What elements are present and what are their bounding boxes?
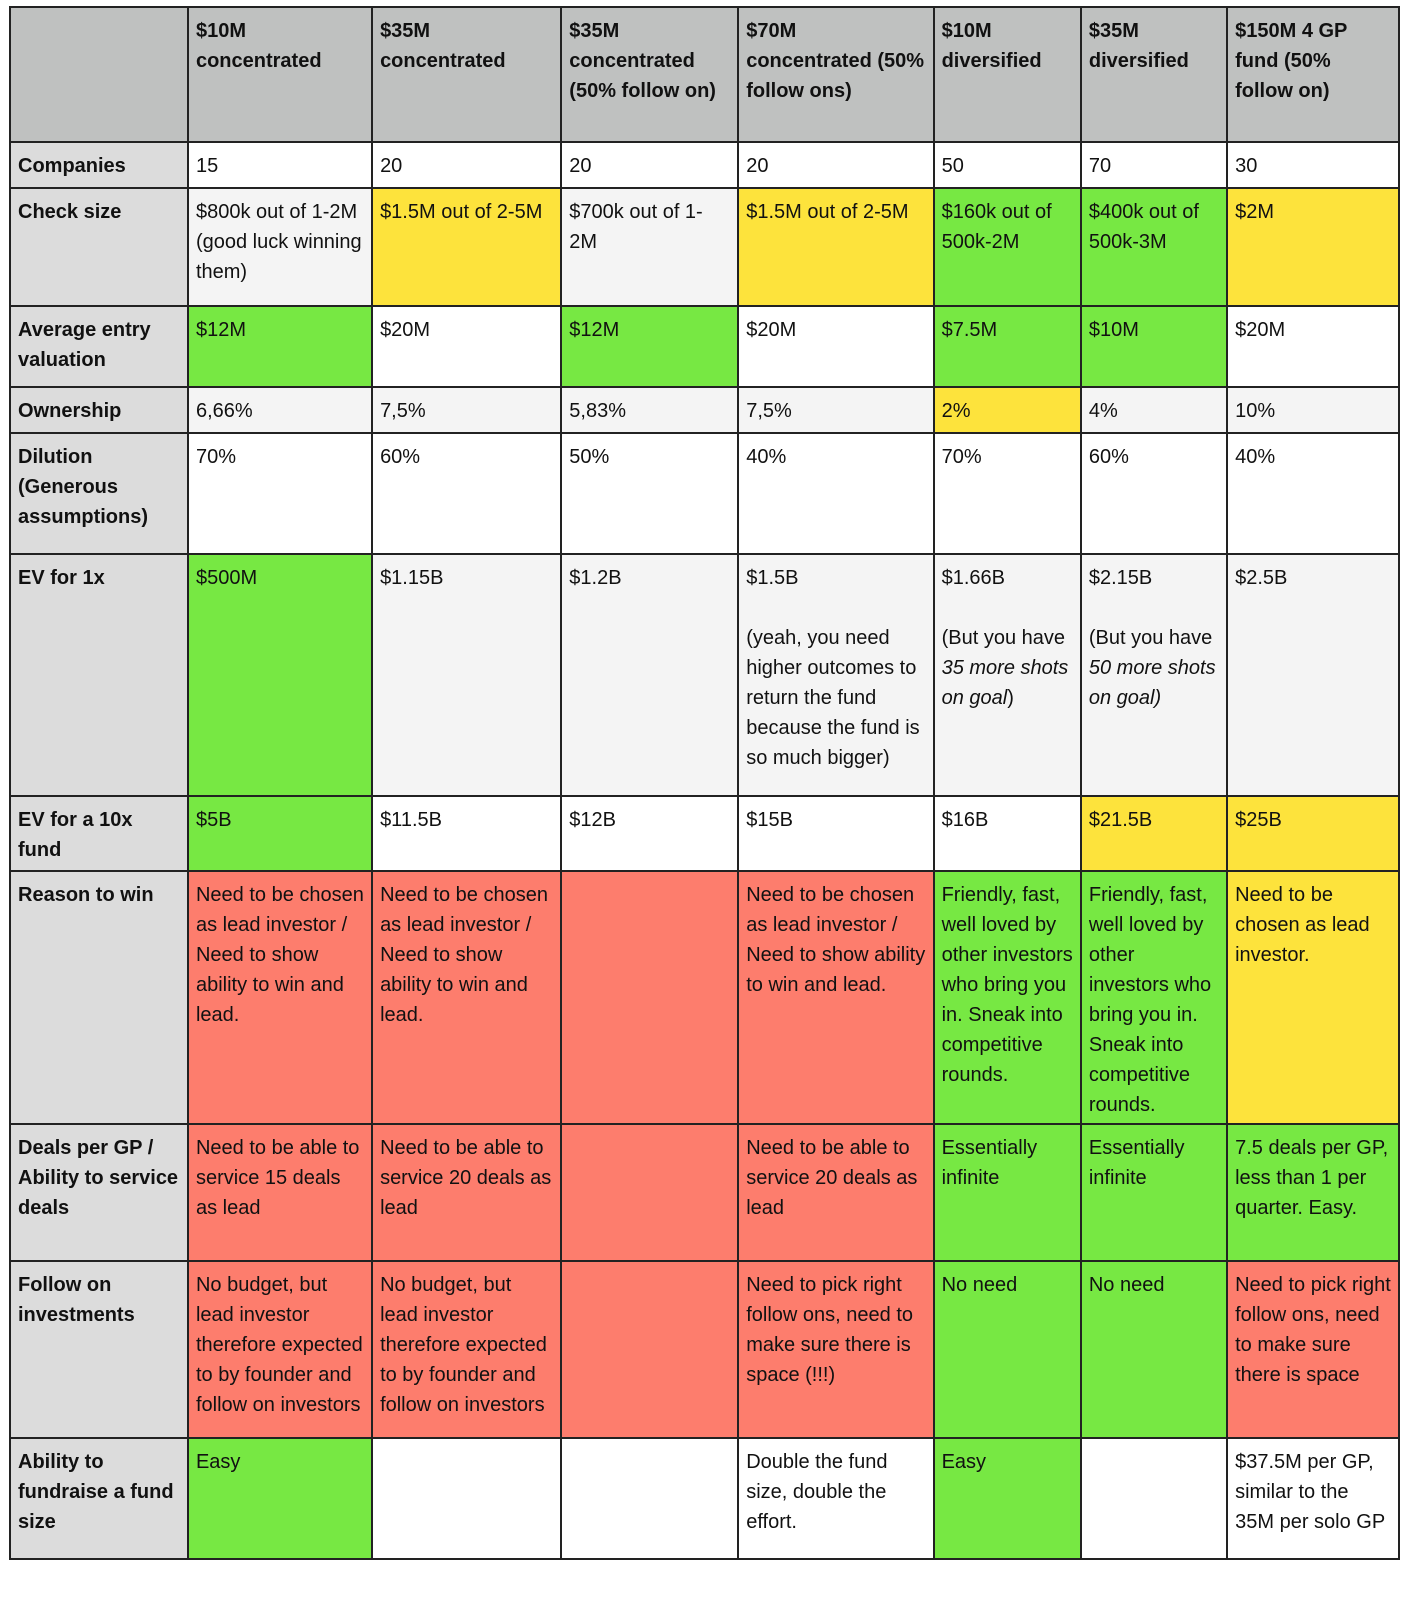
row-label: Dilution (Generous assumptions) — [10, 433, 188, 554]
cell-text — [1235, 442, 1391, 472]
table-cell — [372, 1261, 561, 1438]
cell-value: $2.5B — [1235, 567, 1288, 589]
table-row — [10, 387, 1399, 433]
cell-text — [196, 1133, 364, 1223]
table-cell — [1081, 1438, 1227, 1559]
cell-value: $21.5B — [1088, 809, 1153, 831]
cell-value: $37.5M per GP, similar to the 35M per solo GP — [1235, 1451, 1386, 1533]
cell-value: $1.66B (But you have — [941, 567, 1065, 649]
cell-value: 60% — [1088, 446, 1129, 468]
table-cell — [561, 554, 738, 796]
cell-value: $1.15B — [380, 567, 444, 589]
cell-text — [380, 563, 553, 593]
table-cell — [934, 306, 1081, 387]
cell-value: Need to be able to service 15 deals as lead — [195, 1137, 360, 1219]
table-cell — [561, 188, 738, 306]
table-row — [10, 306, 1399, 387]
table-cell — [188, 1124, 372, 1261]
cell-text — [196, 1447, 364, 1477]
cell-value: $12M — [195, 319, 246, 341]
table-cell — [188, 1261, 372, 1438]
cell-value: Need to be able to service 20 deals as lead — [746, 1137, 918, 1219]
table-cell — [372, 387, 561, 433]
cell-text — [1235, 1270, 1391, 1390]
table-cell — [1081, 871, 1227, 1124]
cell-text — [1235, 805, 1391, 835]
cell-text — [380, 396, 553, 426]
table-cell — [1227, 188, 1399, 306]
cell-text — [380, 151, 553, 181]
table-row — [10, 433, 1399, 554]
cell-text — [746, 315, 925, 345]
row-label: Follow on investments — [10, 1261, 188, 1438]
cell-text — [942, 563, 1073, 713]
table-cell — [738, 142, 933, 188]
cell-text — [569, 315, 730, 345]
table-cell — [738, 188, 933, 306]
table-cell — [738, 871, 933, 1124]
cell-emphasis: 50 more shots on goal) — [1088, 657, 1216, 709]
cell-value: Easy — [195, 1451, 241, 1473]
cell-value: Essentially infinite — [941, 1137, 1038, 1189]
column-header: $35M diversified — [1081, 7, 1227, 142]
table-cell — [372, 554, 561, 796]
table-cell — [1081, 306, 1227, 387]
cell-text — [569, 563, 730, 593]
table-cell — [738, 433, 933, 554]
table-cell — [561, 142, 738, 188]
cell-value: Need to be able to service 20 deals as lead — [380, 1137, 552, 1219]
cell-value: $10M — [1088, 319, 1139, 341]
cell-text — [1235, 396, 1391, 426]
cell-text — [942, 315, 1073, 345]
table-cell — [1227, 1124, 1399, 1261]
table-cell — [934, 796, 1081, 871]
table-row — [10, 1438, 1399, 1559]
cell-value: 7,5% — [746, 400, 792, 422]
table-cell — [1227, 387, 1399, 433]
cell-text — [196, 442, 364, 472]
cell-value: 7,5% — [380, 400, 426, 422]
column-header: $10M concentrated — [188, 7, 372, 142]
cell-value: 10% — [1235, 400, 1276, 422]
table-cell — [372, 871, 561, 1124]
table-cell — [934, 554, 1081, 796]
table-cell — [934, 433, 1081, 554]
table-cell — [934, 387, 1081, 433]
cell-suffix: ) — [1007, 687, 1014, 709]
row-label: Ability to fundraise a fund size — [10, 1438, 188, 1559]
row-label: EV for 1x — [10, 554, 188, 796]
cell-text — [1235, 1447, 1391, 1537]
cell-value: $1.2B — [569, 567, 622, 589]
cell-text — [1089, 151, 1219, 181]
cell-value: 40% — [746, 446, 787, 468]
cell-text — [746, 396, 925, 426]
table-cell — [372, 142, 561, 188]
table-cell — [1081, 1124, 1227, 1261]
row-label: Companies — [10, 142, 188, 188]
table-cell — [561, 387, 738, 433]
cell-value: $2.15B (But you have — [1088, 567, 1213, 649]
cell-text — [569, 442, 730, 472]
column-header: $35M concentrated (50% follow on) — [561, 7, 738, 142]
cell-value: 50% — [569, 446, 610, 468]
table-cell — [561, 433, 738, 554]
cell-value: 7.5 deals per GP, less than 1 per quarter. Easy. — [1235, 1137, 1389, 1219]
table-cell — [1081, 142, 1227, 188]
cell-text — [942, 396, 1073, 426]
cell-text — [1089, 197, 1219, 257]
cell-value: Need to be chosen as lead investor. — [1235, 884, 1370, 966]
cell-value: No budget, but lead investor therefore expected to by founder and follow on investors — [195, 1274, 363, 1416]
cell-value: $20M — [746, 319, 797, 341]
table-cell — [372, 188, 561, 306]
row-label: Ownership — [10, 387, 188, 433]
cell-value: 50 — [941, 155, 964, 177]
cell-value: Need to pick right follow ons, need to make sure there is space — [1235, 1274, 1391, 1386]
cell-text — [196, 563, 364, 593]
cell-text — [746, 1133, 925, 1223]
table-cell — [738, 1438, 933, 1559]
cell-text — [1235, 151, 1391, 181]
cell-text — [942, 880, 1073, 1090]
row-label: Average entry valuation — [10, 306, 188, 387]
table-cell — [188, 433, 372, 554]
cell-text — [746, 197, 925, 227]
table-cell — [1227, 433, 1399, 554]
cell-text — [1089, 805, 1219, 835]
cell-value: 30 — [1235, 155, 1258, 177]
table-cell — [1227, 1261, 1399, 1438]
cell-text — [1089, 880, 1219, 1120]
table-cell — [934, 188, 1081, 306]
cell-value: $700k out of 1-2M — [569, 201, 703, 253]
cell-text — [942, 805, 1073, 835]
table-cell — [188, 306, 372, 387]
table-cell — [934, 1261, 1081, 1438]
table-cell — [934, 871, 1081, 1124]
cell-text — [380, 315, 553, 345]
cell-value: $1.5M out of 2-5M — [380, 201, 543, 223]
cell-text — [196, 805, 364, 835]
cell-value: $25B — [1235, 809, 1282, 831]
cell-value: $20M — [380, 319, 431, 341]
cell-value: Easy — [941, 1451, 987, 1473]
cell-text — [196, 1270, 364, 1420]
table-cell — [1081, 1261, 1227, 1438]
table-cell — [561, 871, 738, 1124]
cell-text — [380, 197, 553, 227]
cell-value: $1.5M out of 2-5M — [746, 201, 909, 223]
table-cell — [372, 1438, 561, 1559]
cell-text — [196, 396, 364, 426]
cell-text — [942, 197, 1073, 257]
column-header: $70M concentrated (50% follow ons) — [738, 7, 933, 142]
cell-value: 60% — [380, 446, 421, 468]
table-cell — [561, 1261, 738, 1438]
cell-text — [380, 442, 553, 472]
cell-value: $500M — [195, 567, 258, 589]
row-label: EV for a 10x fund — [10, 796, 188, 871]
cell-value: $2M — [1235, 201, 1275, 223]
cell-emphasis: 35 more shots on goal — [941, 657, 1069, 709]
cell-text — [942, 151, 1073, 181]
table-cell — [1081, 796, 1227, 871]
cell-text — [746, 1447, 925, 1537]
table-cell — [934, 1438, 1081, 1559]
table-cell — [188, 871, 372, 1124]
table-cell — [372, 1124, 561, 1261]
table-cell — [1081, 387, 1227, 433]
table-cell — [738, 1124, 933, 1261]
cell-text — [1235, 315, 1391, 345]
table-cell — [561, 1438, 738, 1559]
table-body — [10, 142, 1399, 1559]
cell-text — [1089, 1133, 1219, 1193]
column-header: $35M concentrated — [372, 7, 561, 142]
cell-text — [1089, 563, 1219, 713]
cell-text — [569, 396, 730, 426]
table-cell — [738, 1261, 933, 1438]
cell-text — [196, 151, 364, 181]
table-cell — [372, 433, 561, 554]
cell-text — [746, 442, 925, 472]
cell-text — [1089, 1270, 1219, 1300]
table-row — [10, 1124, 1399, 1261]
cell-text — [1089, 396, 1219, 426]
cell-text — [196, 315, 364, 345]
table-cell — [561, 1124, 738, 1261]
cell-value: 70 — [1088, 155, 1112, 177]
cell-text — [942, 1270, 1073, 1300]
cell-text — [746, 880, 925, 1000]
row-label: Check size — [10, 188, 188, 306]
cell-value: $12B — [569, 809, 616, 831]
cell-text — [1089, 315, 1219, 345]
table-cell — [934, 142, 1081, 188]
cell-value: $12M — [569, 319, 620, 341]
table-row — [10, 142, 1399, 188]
cell-text — [196, 880, 364, 1030]
cell-value: No need — [1088, 1274, 1165, 1296]
table-cell — [1081, 554, 1227, 796]
cell-text — [1235, 197, 1391, 227]
table-row — [10, 796, 1399, 871]
cell-text — [569, 805, 730, 835]
cell-value: No budget, but lead investor therefore expected to by founder and follow on investors — [380, 1274, 547, 1416]
cell-value: $800k out of 1-2M (good luck winning them) — [195, 201, 362, 283]
cell-text — [1235, 1133, 1391, 1223]
row-label: Reason to win — [10, 871, 188, 1124]
table-row — [10, 1261, 1399, 1438]
comparison-table-container — [9, 6, 1400, 1560]
table-cell — [188, 1438, 372, 1559]
table-cell — [738, 306, 933, 387]
cell-text — [1235, 563, 1391, 593]
cell-value: 6,66% — [195, 400, 253, 422]
cell-value: No need — [941, 1274, 1018, 1296]
cell-value: 5,83% — [569, 400, 626, 422]
table-cell — [561, 306, 738, 387]
table-row — [10, 871, 1399, 1124]
table-cell — [188, 188, 372, 306]
row-label: Deals per GP / Ability to service deals — [10, 1124, 188, 1261]
fund-strategy-comparison-table — [9, 6, 1400, 1560]
cell-value: 15 — [195, 155, 219, 177]
cell-value: $160k out of 500k-2M — [941, 201, 1052, 253]
cell-text — [1235, 880, 1391, 970]
cell-value: 4% — [1088, 400, 1118, 422]
cell-value: Need to be chosen as lead investor / Need to show ability to win and lead. — [380, 884, 548, 1026]
cell-value: 70% — [941, 446, 982, 468]
column-header: $10M diversified — [934, 7, 1081, 142]
table-cell — [561, 796, 738, 871]
cell-value: $400k out of 500k-3M — [1088, 201, 1199, 253]
cell-value: Need to be chosen as lead investor / Need to show ability to win and lead. — [195, 884, 364, 1026]
column-header: $150M 4 GP fund (50% follow on) — [1227, 7, 1399, 142]
table-cell — [1081, 433, 1227, 554]
cell-value: $7.5M — [941, 319, 998, 341]
cell-text — [380, 880, 553, 1030]
cell-text — [942, 442, 1073, 472]
table-cell — [1227, 306, 1399, 387]
table-cell — [188, 387, 372, 433]
table-cell — [934, 1124, 1081, 1261]
table-cell — [372, 796, 561, 871]
cell-text — [942, 1447, 1073, 1477]
cell-text — [380, 805, 553, 835]
cell-text — [1089, 442, 1219, 472]
cell-value: 40% — [1235, 446, 1276, 468]
cell-text — [380, 1270, 553, 1420]
table-cell — [1227, 796, 1399, 871]
cell-value: 20 — [569, 155, 592, 177]
table-cell — [738, 387, 933, 433]
cell-text — [569, 151, 730, 181]
cell-value: 2% — [941, 400, 971, 422]
cell-text — [196, 197, 364, 287]
header-corner-cell — [10, 7, 188, 142]
cell-value: 20 — [380, 155, 403, 177]
table-cell — [738, 796, 933, 871]
cell-text — [746, 805, 925, 835]
cell-text — [942, 1133, 1073, 1193]
table-cell — [1227, 1438, 1399, 1559]
table-cell — [372, 306, 561, 387]
table-row — [10, 188, 1399, 306]
cell-value: $1.5B (yeah, you need higher outcomes to return the fund because the fund is so much bigger) — [746, 567, 920, 769]
cell-value: Friendly, fast, well loved by other investors who bring you in. Sneak into competitive rounds. — [1088, 884, 1212, 1116]
cell-text — [746, 151, 925, 181]
cell-value: Essentially infinite — [1088, 1137, 1185, 1189]
cell-value: Need to pick right follow ons, need to make sure there is space (!!!) — [746, 1274, 913, 1386]
cell-text — [746, 1270, 925, 1390]
cell-text — [380, 1133, 553, 1223]
table-cell — [188, 554, 372, 796]
cell-value: Need to be chosen as lead investor / Need to show ability to win and lead. — [746, 884, 926, 996]
cell-value: $5B — [195, 809, 232, 831]
table-cell — [1227, 142, 1399, 188]
cell-text — [569, 197, 730, 257]
table-row — [10, 554, 1399, 796]
table-cell — [1081, 188, 1227, 306]
cell-value: Double the fund size, double the effort. — [746, 1451, 888, 1533]
cell-value: $15B — [746, 809, 793, 831]
cell-value: 20 — [746, 155, 769, 177]
cell-value: $20M — [1235, 319, 1286, 341]
table-cell — [188, 796, 372, 871]
header-row — [10, 7, 1399, 142]
cell-value: 70% — [195, 446, 236, 468]
cell-value: Friendly, fast, well loved by other investors who bring you in. Sneak into competitive rounds. — [941, 884, 1073, 1086]
table-cell — [738, 554, 933, 796]
table-cell — [1227, 871, 1399, 1124]
cell-value: $16B — [941, 809, 989, 831]
table-cell — [1227, 554, 1399, 796]
cell-value: $11.5B — [380, 809, 442, 831]
table-cell — [188, 142, 372, 188]
cell-text — [746, 563, 925, 773]
